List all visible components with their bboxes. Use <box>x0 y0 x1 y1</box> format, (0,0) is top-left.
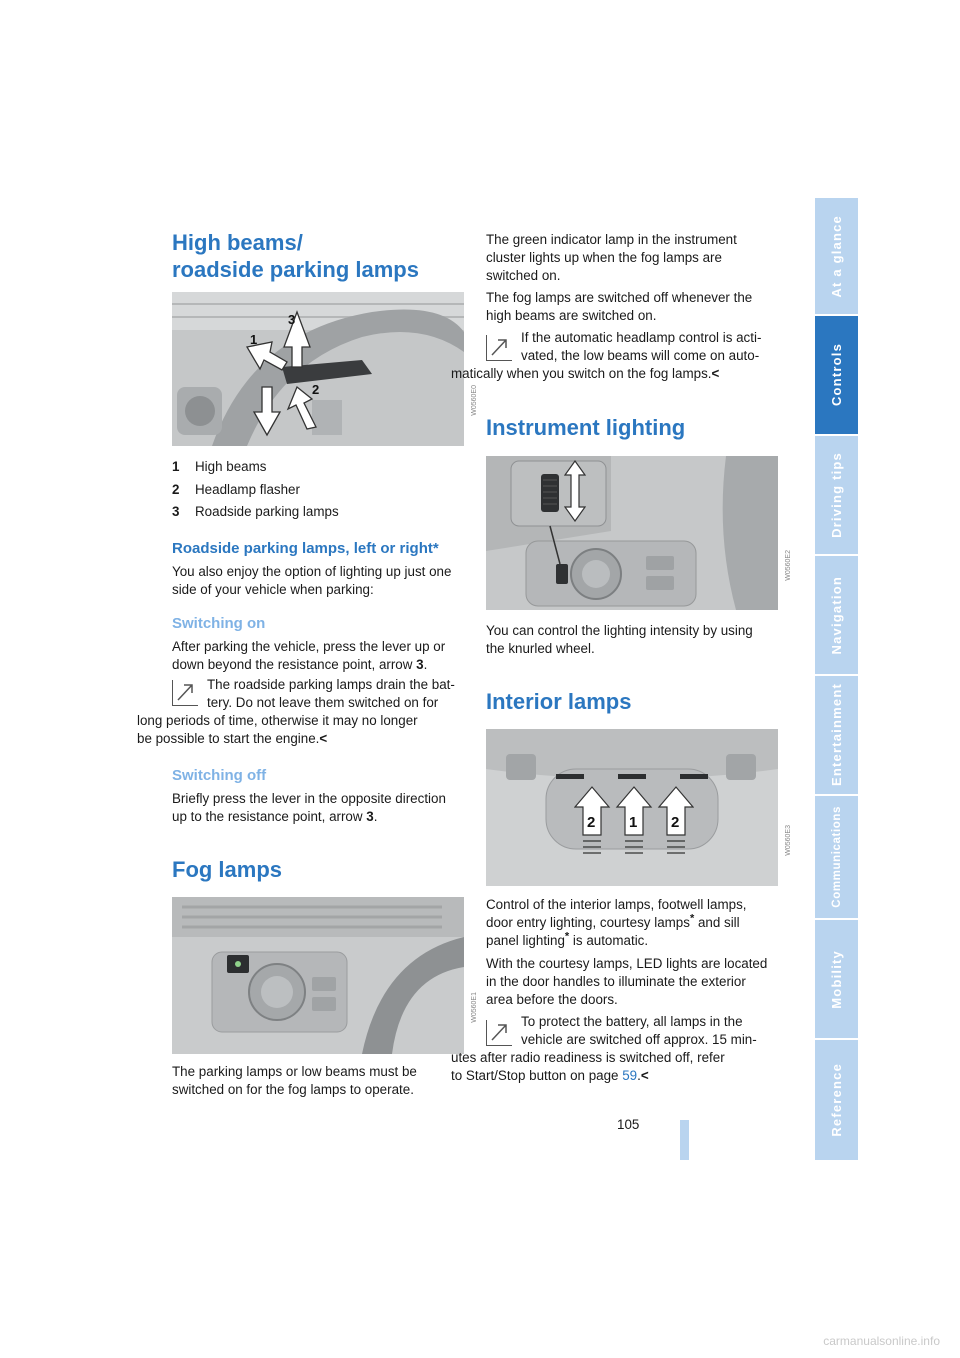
instrument-paragraph: You can control the lighting intensity by using the knurled wheel. <box>486 623 753 656</box>
switching-off-heading: Switching off <box>172 767 267 784</box>
fog-off-paragraph: The fog lamps are switched off whenever the high beams are switched on. <box>486 290 753 323</box>
knurled-wheel-arrows <box>564 460 586 522</box>
instrument-lighting-illustration <box>486 456 778 610</box>
figure3-code: W0560E2 <box>785 550 792 581</box>
tab-at-a-glance[interactable]: At a glance <box>815 198 858 314</box>
page-number: 105 <box>617 1117 640 1132</box>
tab-mobility[interactable]: Mobility <box>815 920 858 1038</box>
fig4-label-right: 2 <box>671 814 680 831</box>
end-mark: < <box>319 731 328 746</box>
interior-paragraph: Control of the interior lamps, footwell lamps, door entry lighting, courtesy lamps* and sill panel lighting* is automatic. <box>486 897 747 948</box>
tab-driving-tips[interactable]: Driving tips <box>815 436 858 554</box>
tab-controls[interactable]: Controls <box>815 316 858 434</box>
note-auto-headlamp: If the automatic headlamp control is acti- vated, the low beams will come on auto- matically when you switch on the fog lamps.< <box>451 330 762 381</box>
switching-on-paragraph: After parking the vehicle, press the lever up or down beyond the resistance point, arrow 3. <box>172 639 446 672</box>
list-item: 1 High beams <box>172 459 267 474</box>
fig1-label-3: 3 <box>288 312 296 327</box>
tab-entertainment[interactable]: Entertainment <box>815 676 858 794</box>
fog-lamps-figure <box>172 897 464 1054</box>
section-tabs <box>815 198 858 1160</box>
page-marker-bar <box>680 1120 689 1160</box>
fog-lamps-illustration <box>172 897 464 1054</box>
lever-arrows <box>242 307 332 437</box>
switching-off-paragraph: Briefly press the lever in the opposite direction up to the resistance point, arrow 3. <box>172 791 446 824</box>
fog-indicator-paragraph: The green indicator lamp in the instrument cluster lights up when the fog lamps are switched on. <box>486 232 737 283</box>
note-battery-protection: To protect the battery, all lamps in the vehicle are switched off approx. 15 min- utes after radio readiness is switched off, refer to Start/Stop button on page 59.< <box>451 1014 757 1083</box>
high-beam-lever-figure <box>172 292 464 446</box>
tab-communications[interactable]: Communications <box>815 796 858 918</box>
instrument-lighting-figure <box>486 456 778 610</box>
note-battery-drain: The roadside parking lamps drain the bat- tery. Do not leave them switched on for long periods of time, otherwise it may no longer be possible to start the engine.< <box>137 677 455 746</box>
list-item: 3 Roadside parking lamps <box>172 504 339 519</box>
figure1-code: W0560E0 <box>471 385 478 416</box>
roadside-paragraph: You also enjoy the option of lighting up just one side of your vehicle when parking: <box>172 564 452 597</box>
optional-star: * <box>564 930 570 943</box>
tab-reference[interactable]: Reference <box>815 1040 858 1160</box>
high-beams-heading: High beams/ roadside parking lamps <box>172 230 419 282</box>
list-item: 2 Headlamp flasher <box>172 482 300 497</box>
interior-lamps-heading: Interior lamps <box>486 689 632 714</box>
end-mark: < <box>640 1068 649 1083</box>
watermark: carmanualsonline.info <box>823 1334 940 1348</box>
interior-lamps-figure <box>486 729 778 886</box>
roadside-subheading: Roadside parking lamps, left or right* <box>172 540 439 557</box>
fig4-label-center: 1 <box>629 814 638 831</box>
fig1-label-2: 2 <box>312 382 320 397</box>
optional-star: * <box>689 912 695 925</box>
switching-on-heading: Switching on <box>172 615 266 632</box>
courtesy-paragraph: With the courtesy lamps, LED lights are located in the door handles to illuminate the exterior area before the doors. <box>486 956 768 1007</box>
figure4-code: W0560E3 <box>785 825 792 856</box>
fig1-label-1: 1 <box>250 332 258 347</box>
page-59-link[interactable]: 59 <box>622 1068 638 1083</box>
fog-paragraph: The parking lamps or low beams must be switched on for the fog lamps to operate. <box>172 1064 417 1097</box>
fog-lamps-heading: Fog lamps <box>172 857 283 882</box>
instrument-lighting-heading: Instrument lighting <box>486 415 686 440</box>
fig4-label-left: 2 <box>587 814 596 831</box>
figure2-code: W0560E1 <box>471 992 478 1023</box>
end-mark: < <box>711 366 720 381</box>
tab-navigation[interactable]: Navigation <box>815 556 858 674</box>
